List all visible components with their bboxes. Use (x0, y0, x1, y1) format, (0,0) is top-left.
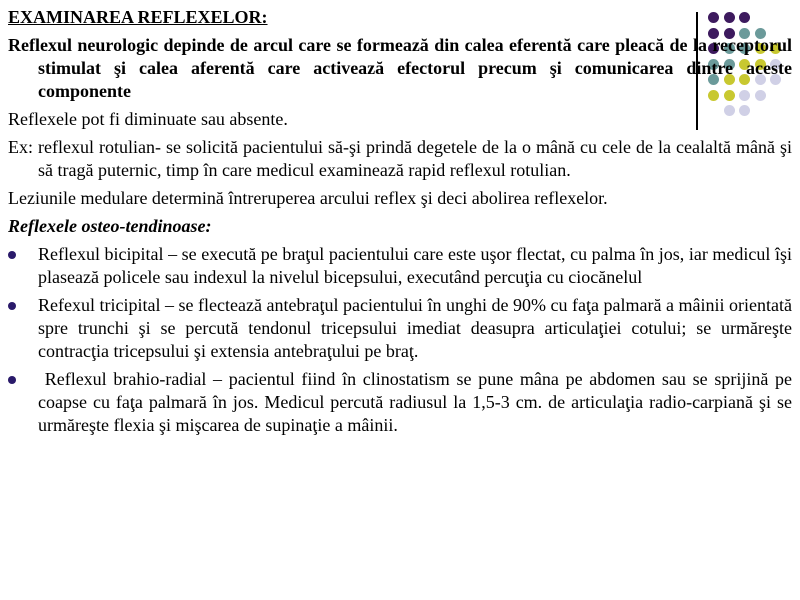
paragraph-reflex-arc: Reflexul neurologic depinde de arcul care se formează din calea eferentă care pleacă de la receptorul stimulat şi calea aferentă care activează efectorul precum şi comunicarea dintre aceste componente (8, 35, 792, 101)
list-item-text: Reflexul bicipital – se execută pe braţul pacientului care este uşor flectat, cu palma în jos, iar medicul îşi plasează policele sau indexul la nivelul bicepsului, executând percuţia cu ciocănelul (38, 244, 792, 287)
list-item-text: Reflexul brahio-radial – pacientul fiind în clinostatism se pune mâna pe abdomen sau se sprijină pe coapse cu faţa palmară în jos. Medicul percută radiusul la 1,5-3 cm. de articulaţia radio-carpiană şi se urmăreşte flexia şi mişcarea de supinaţie a mâinii. (38, 369, 797, 435)
slide-content (8, 6, 797, 442)
list-item-text: Refexul tricipital – se flectează antebraţul pacientului în unghi de 90% cu faţa palmară a mâinii orientată spre trunchi şi se percută tendonul tricepsului imediat deasupra articulaţiei cotului; se urmăreşte contracţia tricepsului şi extensia antebraţului pe braţ. (38, 295, 792, 361)
bullet-dot-icon (8, 251, 16, 259)
paragraph-spinal-lesions: Leziunile medulare determină întreruperea arcului reflex şi deci abolirea reflexelor. (8, 188, 608, 208)
list-item (8, 243, 792, 289)
page-title: EXAMINAREA REFLEXELOR: (8, 7, 268, 27)
paragraph-diminished: Reflexele pot fi diminuate sau absente. (8, 109, 288, 129)
list-item (8, 368, 797, 437)
paragraph-example-rotulian: Ex: reflexul rotulian- se solicită pacientului să-şi prindă degetele de la o mână cu cele de la cealaltă mână şi să tragă puternic, timp în care medicul examinează rapid reflexul rotulian. (8, 137, 792, 180)
section-subheading: Reflexele osteo-tendinoase: (8, 216, 212, 236)
bullet-dot-icon (8, 376, 16, 384)
list-item (8, 294, 792, 363)
bullet-dot-icon (8, 302, 16, 310)
